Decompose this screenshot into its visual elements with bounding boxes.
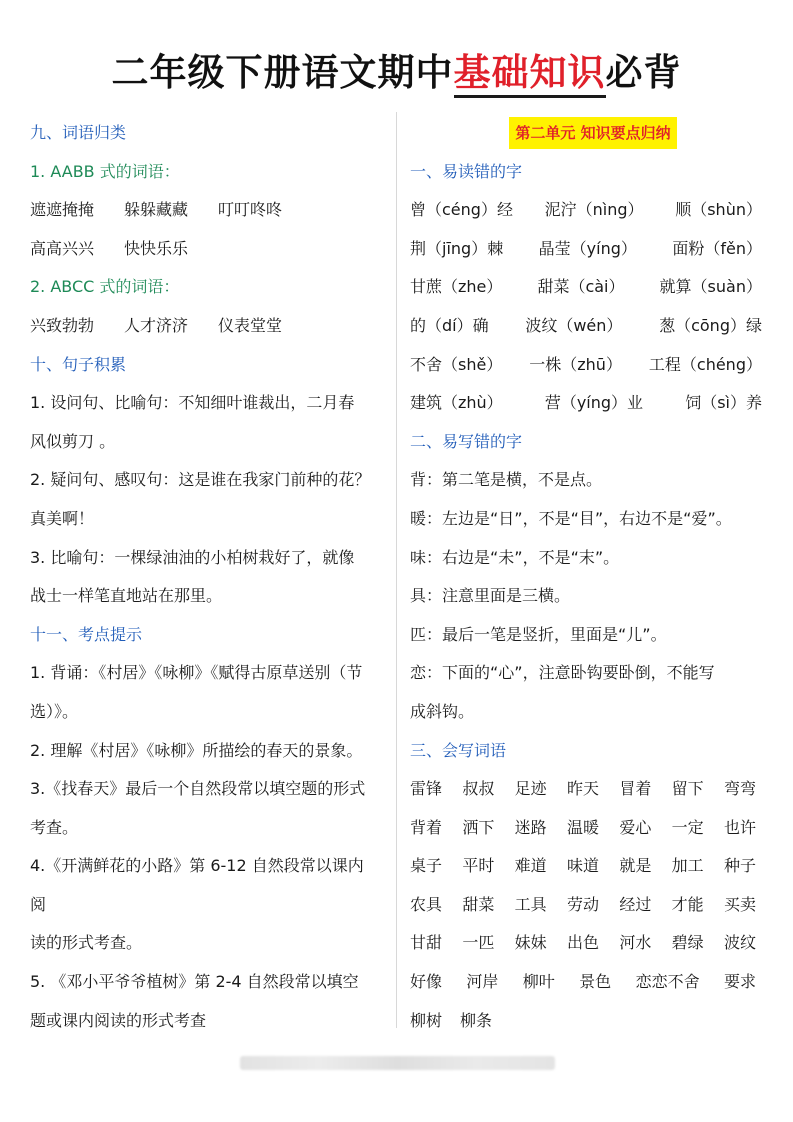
text-line: 3.《找春天》最后一个自然段常以填空题的形式 <box>30 779 366 799</box>
abcc-row: 兴致勃勃 人才济济 仪表堂堂 <box>30 315 283 335</box>
right-column <box>410 114 770 1040</box>
text-line: 1. 设问句、比喻句：不知细叶谁裁出，二月春 <box>30 393 355 413</box>
text-line: 味：右边是“未”，不是“末”。 <box>410 547 620 567</box>
text-line: 战士一样笔直地站在那里。 <box>30 586 223 606</box>
pinyin-row: 荆（jīng）棘 晶莹（yíng） 面粉（fěn） <box>410 238 762 258</box>
text-line: 题或课内阅读的形式考查 <box>30 1010 207 1030</box>
section-heading-11: 十一、考点提示 <box>30 624 143 644</box>
word-row: 雷锋 叔叔 足迹 昨天 冒着 留下 弯弯 <box>410 779 756 799</box>
left-column <box>30 114 386 1040</box>
pinyin-row: 的（dí）确 波纹（wén） 葱（cōng）绿 <box>410 315 762 335</box>
text-line: 选）》。 <box>30 701 79 721</box>
aabb-row-1: 遮遮掩掩 躲躲藏藏 叮叮咚咚 <box>30 200 283 220</box>
word-row: 好像 河岸 柳叶 景色 恋恋不舍 要求 <box>410 972 756 992</box>
column-divider <box>396 112 397 1028</box>
section-heading-3: 三、会写词语 <box>410 740 507 760</box>
text-line: 4.《开满鲜花的小路》第 6-12 自然段常以课内 <box>30 856 364 876</box>
section-heading-2: 二、易写错的字 <box>410 431 523 451</box>
word-row: 桌子 平时 难道 味道 就是 加工 种子 <box>410 856 756 876</box>
text-line: 具：注意里面是三横。 <box>410 586 571 606</box>
text-line: 1. 背诵：《村居》《咏柳》《赋得古原草送别（节 <box>30 663 363 683</box>
text-line: 读的形式考查。 <box>30 933 143 953</box>
text-line: 2. 疑问句、感叹句：这是谁在我家门前种的花？ <box>30 470 371 490</box>
text-line: 背：第二笔是横，不是点。 <box>410 470 603 490</box>
section-heading-9: 九、词语归类 <box>30 123 127 142</box>
text-line: 考查。 <box>30 817 79 837</box>
word-row: 农具 甜菜 工具 劳动 经过 才能 买卖 <box>410 894 756 914</box>
blurred-watermark <box>240 1056 555 1070</box>
text-line: 3. 比喻句：一棵绿油油的小柏树栽好了，就像 <box>30 547 355 567</box>
subheading-abcc: 2. ABCC 式的词语： <box>30 277 180 297</box>
text-line: 5. 《邓小平爷爷植树》第 2-4 自然段常以填空 <box>30 972 359 992</box>
title-highlight: 基础知识 <box>454 51 606 98</box>
pinyin-row: 建筑（zhù） 营（yíng）业 饲（sì）养 <box>410 393 762 413</box>
text-line: 匹：最后一笔是竖折，里面是“儿”。 <box>410 624 667 644</box>
text-line: 真美啊！ <box>30 508 95 528</box>
text-line: 暖：左边是“日”，不是“目”，右边不是“爱”。 <box>410 508 732 528</box>
pinyin-row: 不舍（shě） 一株（zhū） 工程（chéng） <box>410 354 762 374</box>
word-row: 背着 洒下 迷路 温暖 爱心 一定 也许 <box>410 817 756 837</box>
text-line: 成斜钩。 <box>410 701 475 721</box>
aabb-row-2: 高高兴兴 快快乐乐 <box>30 238 189 258</box>
page-title: 二年级下册语文期中基础知识必背 <box>0 42 793 96</box>
word-row: 柳树 柳条 <box>410 1010 493 1030</box>
unit-badge-row <box>410 114 770 153</box>
text-line: 2. 理解《村居》《咏柳》所描绘的春天的景象。 <box>30 740 363 760</box>
unit-badge: 第二单元 知识要点归纳 <box>509 117 676 149</box>
word-row: 甘甜 一匹 妹妹 出色 河水 碧绿 波纹 <box>410 933 756 953</box>
text-line: 阅 <box>30 894 47 914</box>
subheading-aabb: 1. AABB 式的词语： <box>30 161 180 181</box>
text-line: 风似剪刀 。 <box>30 431 116 451</box>
pinyin-row: 甘蔗（zhe） 甜菜（cài） 就算（suàn） <box>410 277 762 297</box>
section-heading-10: 十、句子积累 <box>30 354 127 374</box>
section-heading-1: 一、易读错的字 <box>410 161 523 181</box>
text-line: 恋：下面的“心”，注意卧钩要卧倒，不能写 <box>410 663 715 683</box>
pinyin-row: 曾（céng）经 泥泞（nìng） 顺（shùn） <box>410 200 762 220</box>
